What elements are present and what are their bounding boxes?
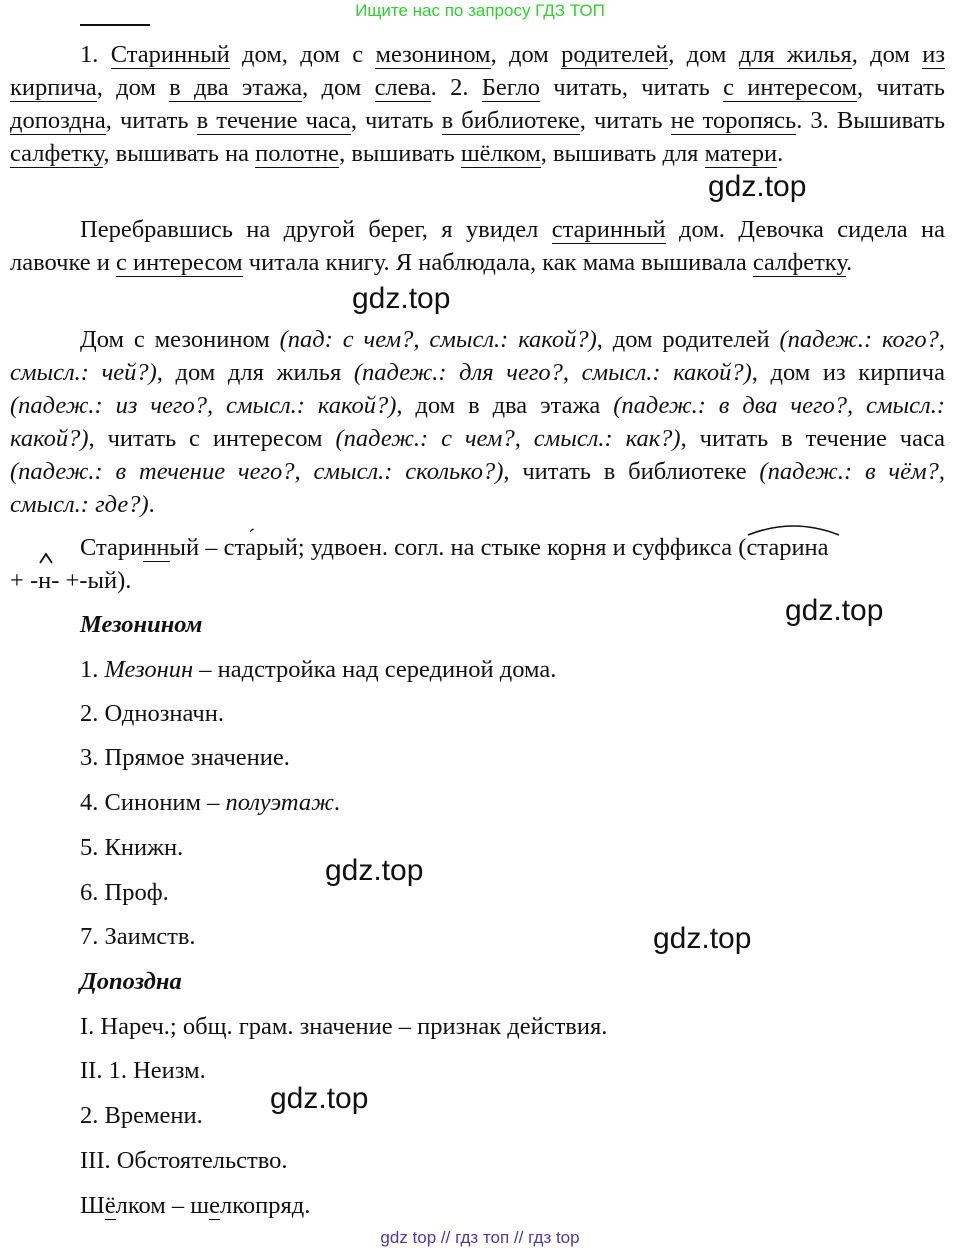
- root-arc-icon: [746, 521, 841, 537]
- suffix-caret-icon: [38, 552, 54, 564]
- stress-mark: ´ а: [245, 534, 256, 561]
- list-item: 3. Прямое значение.: [80, 744, 290, 771]
- list-item: I. Нареч.; общ. грам. значение – признак действия.: [80, 1013, 608, 1040]
- list-item: 5. Книжн.: [80, 834, 184, 861]
- top-banner: Ищите нас по запросу ГДЗ ТОП: [355, 1, 605, 20]
- watermark: gdz.top: [653, 922, 752, 955]
- watermark: gdz.top: [270, 1082, 369, 1115]
- root-arc: старина: [746, 531, 828, 564]
- list-item: 2. Однозначн.: [80, 700, 224, 727]
- morpheme-line-1: Старинный – ст´ арый; удвоен. согл. на стыке корня и суффикса ( старина: [80, 531, 829, 564]
- section-title-mezonin: Мезонином: [80, 611, 203, 638]
- morpheme-line-2: + - н- +-ый).: [10, 564, 131, 597]
- list-item: 4. Синоним – полуэтаж.: [80, 789, 340, 816]
- list-item: 2. Времени.: [80, 1102, 203, 1129]
- list-item: III. Обстоятельство.: [80, 1147, 288, 1174]
- list-item: 6. Проф.: [80, 879, 169, 906]
- bottom-banner: gdz top // гдз топ // гдз top: [380, 1228, 580, 1247]
- paragraph-phrases: 1. Старинный дом, дом с мезонином, дом родителей, дом для жилья, дом из кирпича, дом в два этажа, дом слева. 2. Бегло читать, читать с интересом, читать допоздна, читать в течение часа, читать в библиотеке, читать не торопясь. 3. Вышивать салфетку, вышивать на полотне, вышивать шёлком, вышивать для матери.: [10, 41, 946, 167]
- watermark: gdz.top: [785, 594, 884, 627]
- top-rule: [80, 24, 150, 26]
- watermark: gdz.top: [352, 282, 451, 315]
- list-item: Шёлком – шелкопряд.: [80, 1192, 311, 1219]
- paragraph-analysis: Дом с мезонином (пад: с чем?, смысл.: какой?), дом родителей (падеж.: кого?, смысл.: чей?), дом для жилья (падеж.: для чего?, смысл.: какой?), дом из кирпича (падеж.: из чего?, смысл.: какой?), дом в два этажа (падеж.: в два чего?, смысл.: какой?), читать с интересом (падеж.: с чем?, смысл.: как?), читать в течение часа (падеж.: в течение чего?, смысл.: сколько?), читать в библиотеке (падеж.: в чём?, смысл.: где?).: [10, 326, 945, 518]
- watermark: gdz.top: [325, 854, 424, 887]
- paragraph-sentences: Перебравшись на другой берег, я увидел старинный дом. Девочка сидела на лавочке и с интересом читала книгу. Я наблюдала, как мама вышивала салфетку.: [10, 216, 946, 276]
- section-title-dopozdna: Допоздна: [80, 968, 182, 995]
- watermark: gdz.top: [708, 170, 807, 203]
- list-item: 7. Заимств.: [80, 923, 196, 950]
- list-item: 1. Мезонин – надстройка над серединой дома.: [80, 656, 557, 683]
- list-item: II. 1. Неизм.: [80, 1057, 206, 1084]
